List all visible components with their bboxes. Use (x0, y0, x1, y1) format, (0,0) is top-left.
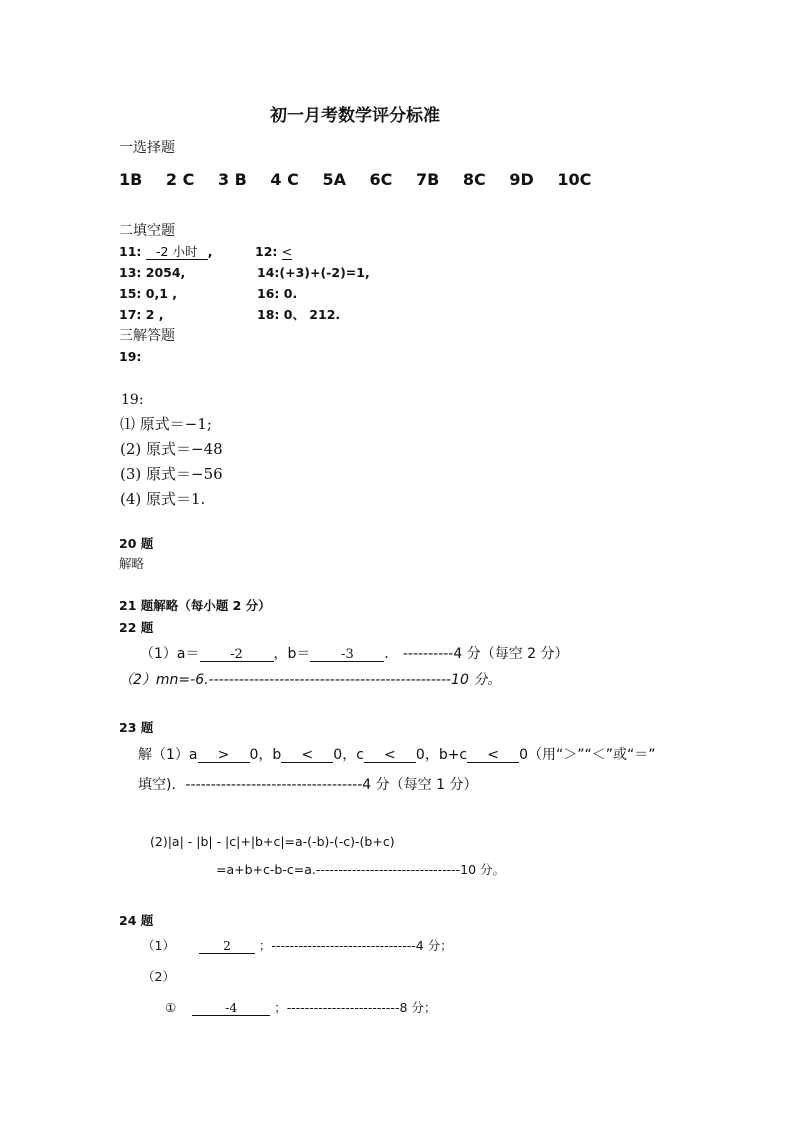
blank-q24-2: -4 (192, 1002, 270, 1016)
answer-q15: 15: 0,1 , (119, 286, 177, 301)
blank-q11: -2 小时 (146, 246, 208, 260)
q23-part2-line2: =a+b+c-b-c=a.--------------------------------10 分。 (216, 862, 506, 877)
answer-q17: 17: 2 , (119, 307, 164, 322)
q20-text: 解略 (119, 556, 145, 571)
q24-part2-sub1: ① -4 ；-------------------------8 分； (165, 1000, 437, 1015)
choice-answer: 8C (462, 170, 486, 189)
q23-label: 23 题 (119, 720, 154, 735)
blank-q23-c: < (364, 748, 416, 763)
q20-label: 20 题 (119, 536, 154, 551)
q22-label: 22 题 (119, 620, 154, 635)
choice-answer: 10C (557, 170, 592, 189)
q19-item-3: (3) 原式＝−56 (120, 465, 223, 483)
answer-q18: 18: 0、 212. (257, 307, 341, 322)
blank-q23-d: < (467, 748, 519, 763)
choice-answer: 3 B (217, 170, 247, 189)
blank-q12: < (281, 244, 293, 259)
answer-q11: 11: -2 小时 , (119, 244, 213, 259)
choice-answer: 7B (416, 170, 440, 189)
choice-answer: 2 C (165, 170, 195, 189)
answer-q16: 16: 0. (257, 286, 298, 301)
choice-answer: 5A (322, 170, 346, 189)
section-heading-fill: 二填空题 (119, 223, 175, 239)
blank-q24-1: 2 (199, 940, 255, 954)
choice-answers-row (119, 172, 609, 188)
blank-q23-a: > (198, 748, 250, 763)
section-heading-solve: 三解答题 (119, 328, 175, 344)
choice-answer: 9D (509, 170, 534, 189)
blank-q23-b: < (281, 748, 333, 763)
blank-q22-a: -2 (200, 648, 274, 662)
q19-label: 19: (121, 392, 144, 408)
q19-item-1: ⑴ 原式＝−1; (120, 415, 212, 433)
q23-part2-line1: (2)|a| - |b| - |c|+|b+c|=a-(-b)-(-c)-(b+c) (150, 834, 395, 849)
choice-answer: 6C (369, 170, 393, 189)
q22-part2: （2）mn=-6.------------------------------------------------10 分。 (119, 672, 502, 688)
q24-label: 24 题 (119, 913, 154, 928)
choice-answer: 4 C (270, 170, 299, 189)
q22-part1: （1）a＝ -2 ，b＝ -3 ． ----------4 分（每空 2 分） (140, 646, 569, 662)
q19-label-bold: 19: (119, 349, 142, 364)
answer-q12: 12: < (255, 244, 293, 259)
q24-part2-label: （2） (142, 969, 175, 984)
q23-part1: 解（1）a > 0，b < 0，c < 0，b+c < 0（用“＞”“＜”或“＝” (138, 747, 656, 763)
q24-part1: （1） 2 ；--------------------------------4 分； (142, 938, 453, 953)
choice-answer: 1B (119, 170, 143, 189)
q21-label: 21 题解略（每小题 2 分） (119, 598, 271, 613)
blank-q22-b: -3 (310, 648, 384, 662)
q19-item-2: (2) 原式＝−48 (120, 440, 223, 458)
section-heading-choice: 一选择题 (119, 140, 175, 156)
page-title: 初一月考数学评分标准 (270, 106, 440, 126)
q23-part1-line2: 填空)．-----------------------------------4 分（每空 1 分） (138, 777, 478, 793)
answer-q14: 14:(+3)+(-2)=1, (257, 265, 370, 280)
q19-item-4: (4) 原式＝1. (120, 490, 206, 508)
answer-q13: 13: 2054, (119, 265, 186, 280)
